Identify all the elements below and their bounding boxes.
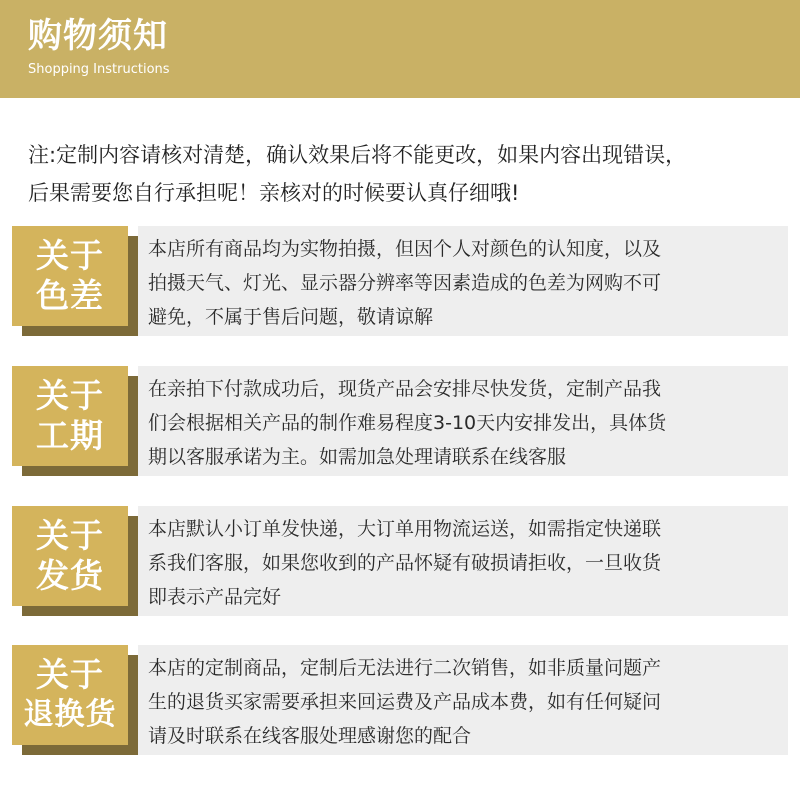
content-line: 本店的定制商品，定制后无法进行二次销售，如非质量问题产 xyxy=(148,657,662,679)
content-line: 本店默认小订单发快递，大订单用物流运送，如需指定快递联 xyxy=(148,518,662,540)
section-label xyxy=(12,645,128,745)
section-label xyxy=(12,506,128,606)
page-title: 购物须知 xyxy=(28,16,168,56)
notice-line-2: 后果需要您自行承担呢！亲核对的时候要认真仔细哦! xyxy=(28,181,520,205)
label-line-1: 关于 xyxy=(36,655,104,694)
section-lead-time xyxy=(12,366,788,476)
label-line-1: 关于 xyxy=(36,236,104,275)
section-color-difference xyxy=(12,226,788,336)
section-returns xyxy=(12,645,788,755)
section-content xyxy=(138,226,788,336)
label-line-1: 关于 xyxy=(36,516,104,555)
content-line: 在亲拍下付款成功后，现货产品会安排尽快发货，定制产品我 xyxy=(148,378,662,400)
content-line: 本店所有商品均为实物拍摄，但因个人对颜色的认知度，以及 xyxy=(148,238,662,260)
content-line: 们会根据相关产品的制作难易程度3-10天内安排发出，具体货 xyxy=(148,412,667,434)
content-line: 拍摄天气、灯光、显示器分辨率等因素造成的色差为网购不可 xyxy=(148,272,662,294)
content-line: 生的退货买家需要承担来回运费及产品成本费，如有任何疑问 xyxy=(148,691,662,713)
section-content xyxy=(138,506,788,616)
header-banner xyxy=(0,0,800,98)
section-label xyxy=(12,226,128,326)
content-line: 请及时联系在线客服处理感谢您的配合 xyxy=(148,725,472,747)
section-content xyxy=(138,366,788,476)
content-line: 系我们客服，如果您收到的产品怀疑有破损请拒收，一旦收货 xyxy=(148,552,662,574)
content-line: 避免，不属于售后问题，敬请谅解 xyxy=(148,306,434,328)
content-line: 期以客服承诺为主。如需加急处理请联系在线客服 xyxy=(148,446,567,468)
label-line-2: 发货 xyxy=(36,556,104,595)
section-content xyxy=(138,645,788,755)
section-label xyxy=(12,366,128,466)
label-line-2: 退换货 xyxy=(23,697,117,732)
content-line: 即表示产品完好 xyxy=(148,586,282,608)
notice-line-1: 注:定制内容请核对清楚，确认效果后将不能更改，如果内容出现错误， xyxy=(28,143,687,167)
label-line-1: 关于 xyxy=(36,376,104,415)
label-line-2: 色差 xyxy=(36,276,104,315)
notice-text xyxy=(28,136,788,212)
section-shipping xyxy=(12,506,788,616)
page-subtitle: Shopping Instructions xyxy=(28,62,170,77)
label-line-2: 工期 xyxy=(36,416,104,455)
